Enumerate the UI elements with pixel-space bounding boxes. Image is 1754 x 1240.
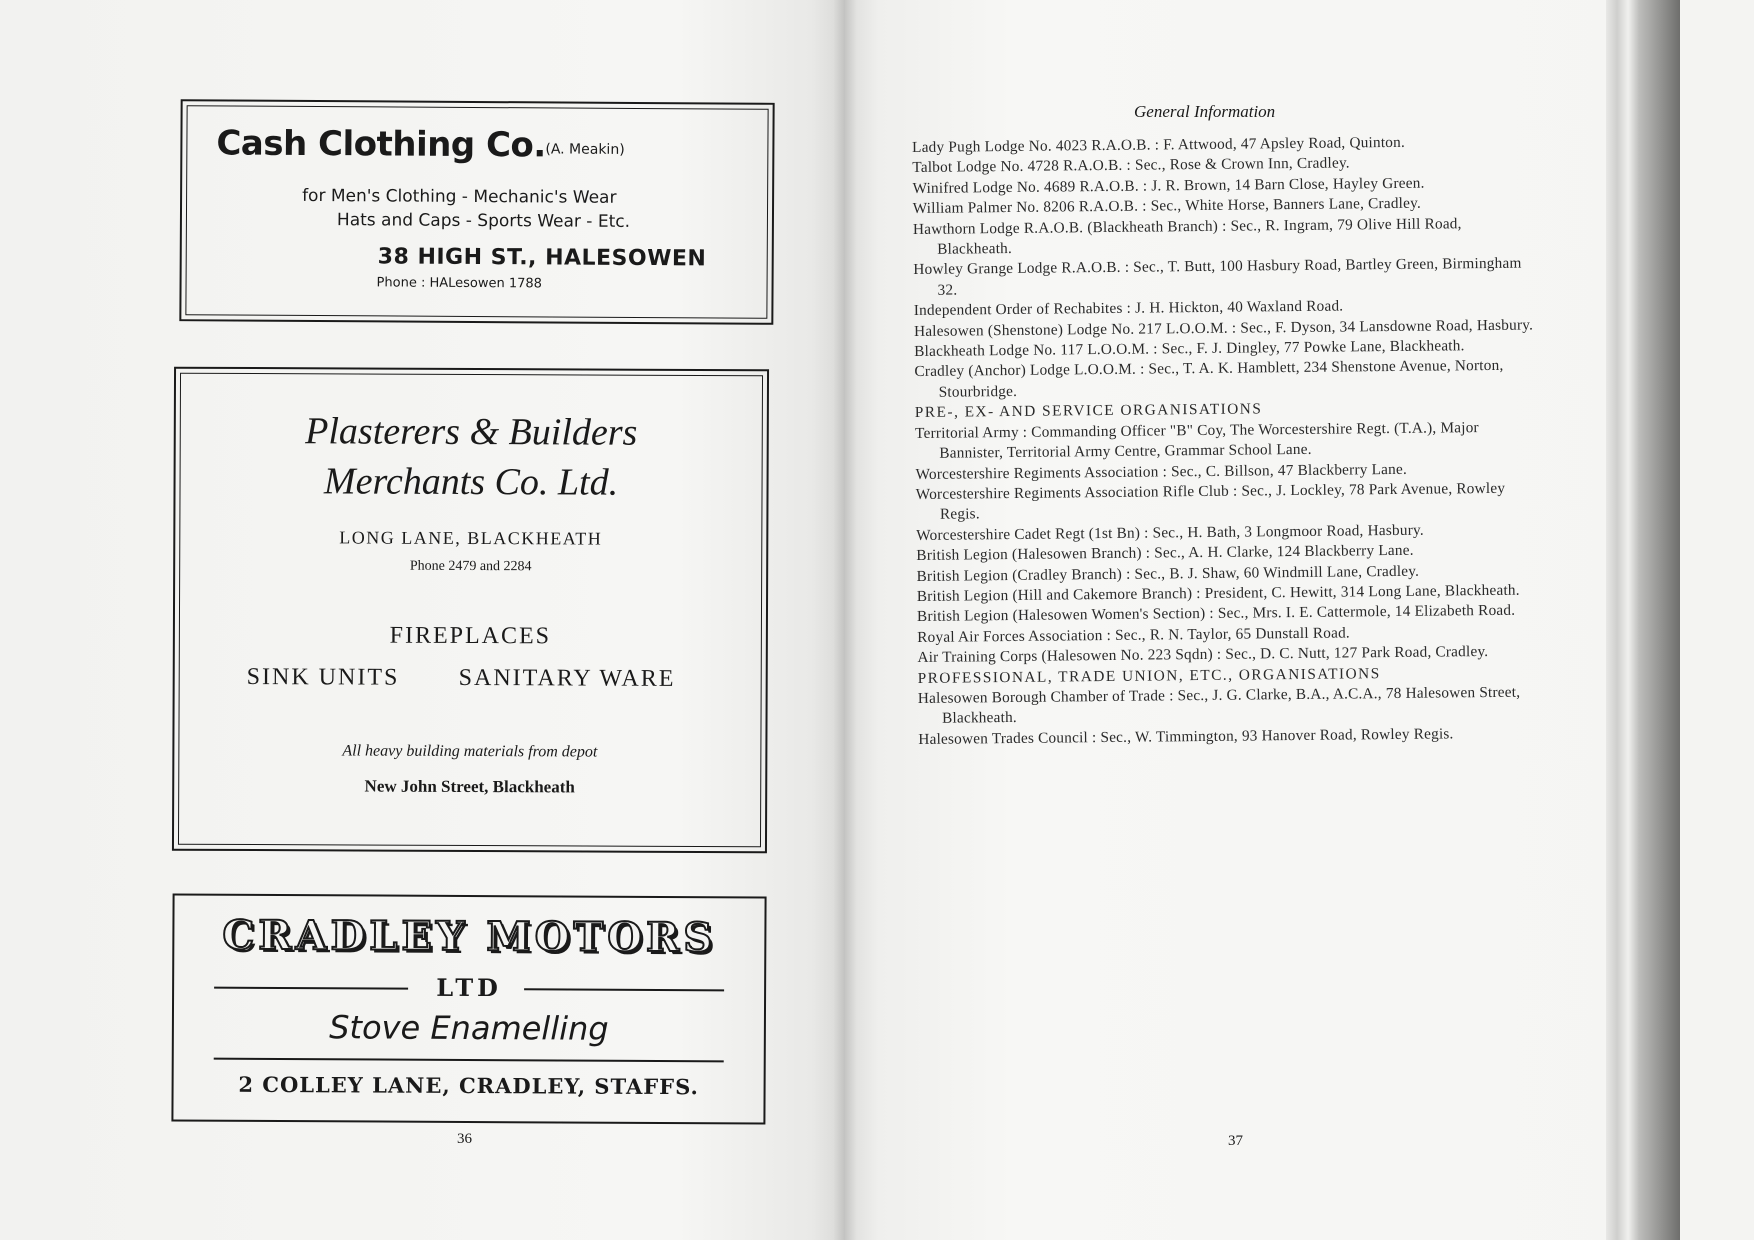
advert-description-line: for Men's Clothing - Mechanic's Wear: [302, 185, 617, 208]
divider-rule: [214, 1058, 724, 1063]
advert-depot-address: New John Street, Blackheath: [364, 776, 575, 797]
directory-entry: Lady Pugh Lodge No. 4023 R.A.O.B. : F. Attwood, 47 Apsley Road, Quinton.: [912, 133, 1406, 156]
plasterers-builders-advert: [172, 367, 769, 854]
advert-product: SANITARY WARE: [458, 664, 676, 692]
directory-entry: Howley Grange Lodge R.A.O.B. : Sec., T. Butt, 100 Hasbury Road, Bartley Green, Birmingham 32.: [913, 255, 1522, 299]
directory-entry: British Legion (Cradley Branch) : Sec., B. J. Shaw, 60 Windmill Lane, Cradley.: [916, 562, 1420, 585]
section-heading: PRE-, EX- AND SERVICE ORGANISATIONS: [914, 400, 1263, 422]
page-number: 36: [457, 1131, 472, 1147]
advert-ltd: LTD: [436, 972, 502, 1003]
left-page: [0, 0, 845, 1240]
advert-address: LONG LANE, BLACKHEATH: [339, 527, 603, 549]
advert-address: 38 HIGH ST., HALESOWEN: [377, 244, 707, 272]
directory-entry: Halesowen Borough Chamber of Trade : Sec., J. G. Clarke, B.A., A.C.A., 78 Halesowen Street, Blackheath.: [917, 683, 1521, 728]
directory-entry: Cradley (Anchor) Lodge L.O.O.M. : Sec., T. A. K. Hamblett, 234 Shenstone Avenue, Norton, Stourbridge.: [914, 357, 1504, 401]
advert-service: Stove Enamelling: [329, 1008, 609, 1048]
advert-note: All heavy building materials from depot: [342, 742, 598, 761]
directory-entry: Independent Order of Rechabites : J. H. Hickton, 40 Waxland Road.: [913, 297, 1344, 320]
directory-entry: British Legion (Hill and Cakemore Branch) : President, C. Hewitt, 314 Long Lane, Blackheath.: [916, 581, 1520, 605]
advert-title: Cash Clothing Co.: [216, 123, 546, 166]
directory-entry: Royal Air Forces Association : Sec., R. N. Taylor, 65 Dunstall Road.: [917, 624, 1350, 646]
page-number: 37: [1228, 1133, 1243, 1149]
directory-entries: [912, 131, 1540, 750]
page-edge: [1606, 0, 1680, 1240]
advert-title-line: Merchants Co. Ltd.: [323, 460, 619, 504]
directory-entry: British Legion (Halesowen Women's Section) : Sec., Mrs. I. E. Cattermole, 14 Elizabeth Road.: [916, 602, 1516, 626]
directory-entry: Winifred Lodge No. 4689 R.A.O.B. : J. R. Brown, 14 Barn Close, Hayley Green.: [912, 174, 1425, 197]
advert-product: FIREPLACES: [389, 622, 552, 650]
directory-entry: Blackheath Lodge No. 117 L.O.O.M. : Sec., F. J. Dingley, 77 Powke Lane, Blackheath.: [914, 337, 1465, 361]
advert-title: CRADLEY MOTORS: [222, 911, 717, 962]
directory-entry: Hawthorn Lodge R.A.O.B. (Blackheath Branch) : Sec., R. Ingram, 79 Olive Hill Road, Blackheath.: [912, 214, 1462, 258]
directory-entry: Worcestershire Regiments Association : Sec., C. Billson, 47 Blackberry Lane.: [915, 460, 1408, 483]
advert-title-line: Plasterers & Builders: [305, 410, 638, 454]
directory-entry: Worcestershire Cadet Regt (1st Bn) : Sec., H. Bath, 3 Longmoor Road, Hasbury.: [916, 521, 1424, 544]
directory-entry: Halesowen Trades Council : Sec., W. Timmington, 93 Hanover Road, Rowley Regis.: [918, 725, 1454, 748]
advert-phone: Phone : HALesowen 1788: [376, 275, 543, 292]
advert-address: 2 COLLEY LANE, CRADLEY, STAFFS.: [238, 1071, 699, 1100]
directory-entry: Air Training Corps (Halesowen No. 223 Sqdn) : Sec., D. C. Nutt, 127 Park Road, Cradley.: [917, 643, 1489, 667]
advert-product: SINK UNITS: [246, 664, 400, 691]
book-gutter: [833, 0, 857, 1240]
running-header: General Information: [1134, 102, 1276, 121]
cradley-motors-advert: [171, 893, 766, 1124]
directory-entry: Territorial Army : Commanding Officer "B" Coy, The Worcestershire Regt. (T.A.), Major Bannister, Territorial Army Centre, Grammar School Lane.: [915, 418, 1479, 462]
advert-phone: Phone 2479 and 2284: [409, 558, 532, 575]
cash-clothing-advert: [179, 99, 774, 325]
directory-entry: Talbot Lodge No. 4728 R.A.O.B. : Sec., Rose & Crown Inn, Cradley.: [912, 154, 1350, 177]
section-heading: PROFESSIONAL, TRADE UNION, ETC., ORGANISATIONS: [917, 664, 1381, 687]
advert-ltd-row: [214, 972, 724, 1005]
directory-entry: British Legion (Halesowen Branch) : Sec., A. H. Clarke, 124 Blackberry Lane.: [916, 541, 1414, 565]
directory-entry: Halesowen (Shenstone) Lodge No. 217 L.O.O.M. : Sec., F. Dyson, 34 Lansdowne Road, Hasbury.: [913, 316, 1534, 340]
directory-entry: William Palmer No. 8206 R.A.O.B. : Sec., White Horse, Banners Lane, Cradley.: [912, 194, 1422, 218]
advert-description-line: Hats and Caps - Sports Wear - Etc.: [336, 210, 631, 232]
directory-entry: Worcestershire Regiments Association Rifle Club : Sec., J. Lockley, 78 Park Avenue, Rowley Regis.: [915, 479, 1506, 524]
advert-owner: (A. Meakin): [545, 141, 625, 158]
